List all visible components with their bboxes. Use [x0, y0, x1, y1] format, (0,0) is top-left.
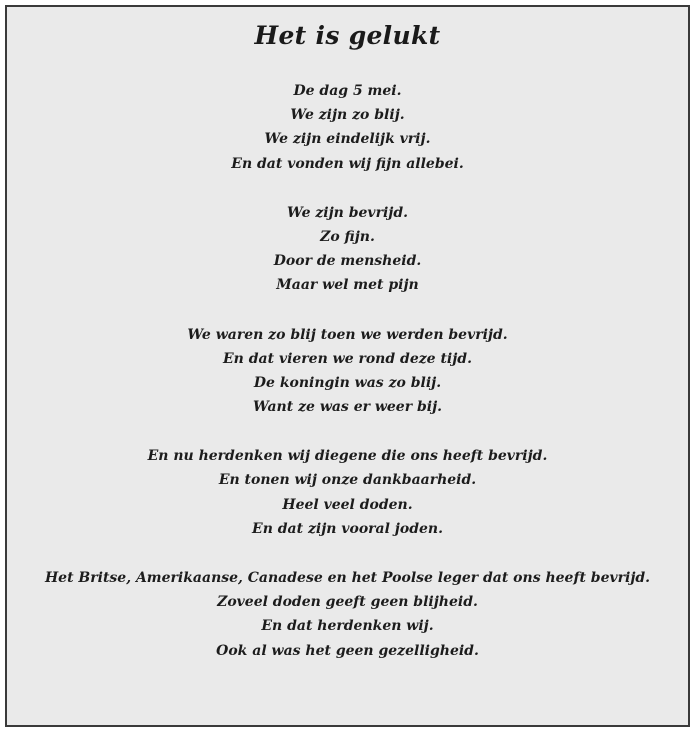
poem-line: De koningin was zo blij.: [253, 374, 442, 391]
poem-line: Ook al was het geen gezelligheid.: [216, 642, 479, 659]
poem-line: En tonen wij onze dankbaarheid.: [218, 472, 477, 489]
poem-line: En dat zijn vooral joden.: [252, 520, 443, 537]
stanza-2: [7, 201, 688, 298]
poem-line: Heel veel doden.: [282, 496, 413, 513]
poem-line: Door de mensheid.: [273, 253, 422, 270]
poem-page: [5, 5, 690, 727]
stanza-4: [7, 444, 688, 541]
poem-line: Zoveel doden geeft geen blijheid.: [217, 594, 478, 611]
poem-line: We zijn zo blij.: [290, 107, 405, 124]
poem-line: En dat vieren we rond deze tijd.: [223, 350, 472, 367]
stanza-1: [7, 79, 688, 176]
poem-title: Het is gelukt: [254, 21, 441, 50]
poem-line: De dag 5 mei.: [293, 83, 402, 99]
poem-line: En dat herdenken wij.: [261, 618, 434, 635]
poem-line: We zijn eindelijk vrij.: [264, 131, 431, 148]
poem-line: En nu herdenken wij diegene die ons heeft bevrijd.: [147, 448, 548, 465]
stanza-5: [7, 566, 688, 663]
poem-line: We zijn bevrijd.: [286, 204, 408, 221]
poem-line: We waren zo blij toen we werden bevrijd.: [187, 326, 508, 343]
poem-line: Want ze was er weer bij.: [252, 399, 443, 416]
poem-line: En dat vonden wij fijn allebei.: [231, 155, 464, 172]
poem-line: Het Britse, Amerikaanse, Canadese en het Poolse leger dat ons heeft bevrijd.: [44, 570, 651, 586]
stanza-3: [7, 323, 688, 420]
poem-line: Maar wel met pijn: [276, 277, 419, 294]
poem-body: [7, 79, 688, 688]
poem-line: Zo fijn.: [320, 228, 375, 245]
